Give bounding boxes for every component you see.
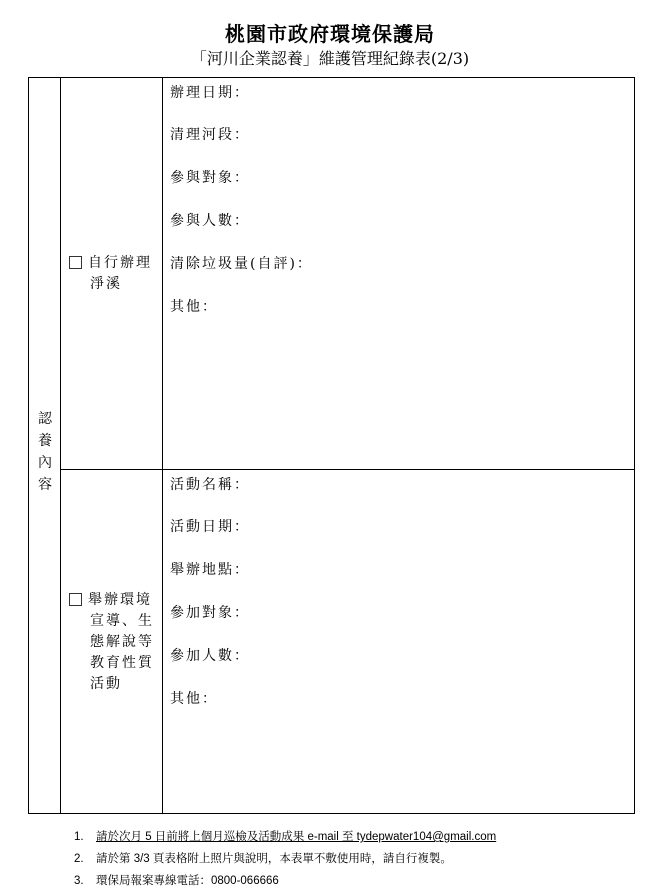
field-label: 參加人數： xyxy=(170,648,250,664)
field-label: 活動名稱： xyxy=(170,477,250,493)
field-label: 活動日期： xyxy=(170,519,250,535)
note-number: 1. xyxy=(74,831,84,843)
cleanup-checkbox[interactable] xyxy=(69,256,82,269)
option-label-line: 舉辦環境 xyxy=(88,592,152,608)
option-row-education xyxy=(61,470,635,813)
field-label: 清除垃圾量(自評)： xyxy=(170,256,313,272)
option-cell-cleanup xyxy=(61,78,163,469)
field-label: 其他： xyxy=(170,691,218,707)
page-subtitle: 「河川企業認養」維護管理紀錄表(2/3) xyxy=(190,49,470,68)
field-label: 參加對象： xyxy=(170,605,250,621)
field-label: 參與對象： xyxy=(170,170,250,186)
note-number: 2. xyxy=(74,853,84,865)
option-label-cleanup xyxy=(69,253,161,295)
field-label: 清理河段： xyxy=(170,127,250,143)
field-label: 其他： xyxy=(170,299,218,315)
option-label-line: 自行辦理 xyxy=(88,255,152,271)
option-row-cleanup xyxy=(61,78,635,470)
note-text: 環保局報案專線電話：0800-066666 xyxy=(96,875,279,887)
section-label xyxy=(29,408,61,496)
field-label: 參與人數： xyxy=(170,213,250,229)
section-label-char: 認 xyxy=(38,411,52,427)
education-checkbox[interactable] xyxy=(69,593,82,606)
note-item xyxy=(74,872,279,888)
option-label-line: 教育性質 xyxy=(90,655,154,671)
section-label-char: 養 xyxy=(38,433,52,449)
note-item xyxy=(74,850,452,866)
note-item xyxy=(74,828,496,844)
record-form-table xyxy=(28,77,635,814)
option-cell-education xyxy=(61,470,163,813)
field-label: 辦理日期： xyxy=(170,85,250,101)
option-label-line: 態解說等 xyxy=(90,634,154,650)
section-label-char: 容 xyxy=(38,477,52,493)
option-label-education xyxy=(69,590,161,695)
option-label-line: 淨溪 xyxy=(90,276,122,292)
field-label: 舉辦地點： xyxy=(170,562,250,578)
note-number: 3. xyxy=(74,875,84,887)
section-label-char: 內 xyxy=(38,455,52,471)
option-label-line: 宣導、生 xyxy=(90,613,154,629)
page-title: 桃園市政府環境保護局 xyxy=(225,22,435,46)
note-text: 請於第 3/3 頁表格附上照片與說明，本表單不敷使用時，請自行複製。 xyxy=(96,853,452,865)
note-text: 請於次月 5 日前將上個月巡檢及活動成果 e-mail 至 tydepwater104@gmail.com xyxy=(96,831,497,843)
option-label-line: 活動 xyxy=(90,676,122,692)
section-label-cell xyxy=(29,78,61,813)
